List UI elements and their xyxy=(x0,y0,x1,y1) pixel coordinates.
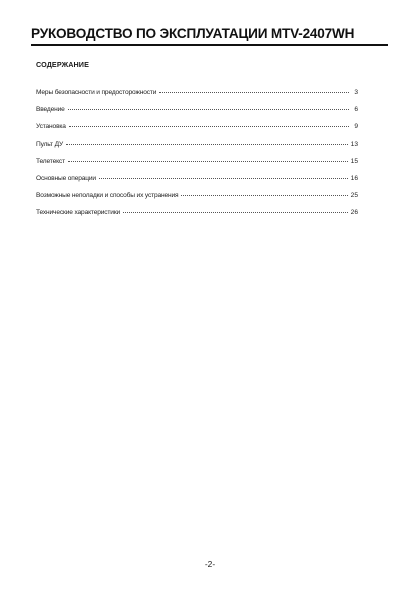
toc-item-teletext xyxy=(36,157,358,174)
toc-item-page: 6 xyxy=(354,106,358,114)
toc-item-installation xyxy=(36,122,358,139)
toc-item-label: Меры безопасности и предосторожности xyxy=(36,89,157,96)
toc-item-page: 25 xyxy=(350,192,358,200)
table-of-contents xyxy=(36,88,358,226)
dot-leader xyxy=(123,212,348,213)
toc-item-page: 9 xyxy=(354,123,358,131)
toc-item-page: 13 xyxy=(350,140,358,148)
header-divider xyxy=(31,44,388,46)
toc-item-safety xyxy=(36,88,358,105)
toc-item-label: Введение xyxy=(36,106,65,114)
toc-item-basic-operations xyxy=(36,174,358,191)
toc-item-troubleshooting xyxy=(36,191,358,208)
toc-item-page: 16 xyxy=(350,174,358,182)
toc-item-label: Установка xyxy=(36,123,66,131)
dot-leader xyxy=(69,126,349,127)
page-title: РУКОВОДСТВО ПО ЭКСПЛУАТАЦИИ MTV-2407WH xyxy=(31,26,355,41)
dot-leader xyxy=(181,195,347,196)
toc-item-page: 26 xyxy=(350,209,358,217)
toc-item-label: Телетекст xyxy=(36,157,65,165)
page-number: -2- xyxy=(204,559,216,569)
toc-item-introduction xyxy=(36,105,358,122)
toc-item-page: 3 xyxy=(354,89,358,96)
toc-item-label: Основные операции xyxy=(36,174,96,182)
toc-item-label: Возможные неполадки и способы их устранения xyxy=(36,192,179,200)
contents-heading: СОДЕРЖАНИЕ xyxy=(36,60,89,69)
toc-item-label: Технические характеристики xyxy=(36,209,121,217)
dot-leader xyxy=(68,161,348,162)
dot-leader xyxy=(159,92,349,93)
toc-item-specifications xyxy=(36,208,358,225)
toc-item-page: 15 xyxy=(350,157,358,165)
toc-item-remote-control xyxy=(36,140,358,157)
toc-item-label: Пульт ДУ xyxy=(36,140,64,148)
dot-leader xyxy=(66,144,348,145)
dot-leader xyxy=(99,178,348,179)
dot-leader xyxy=(68,109,349,110)
